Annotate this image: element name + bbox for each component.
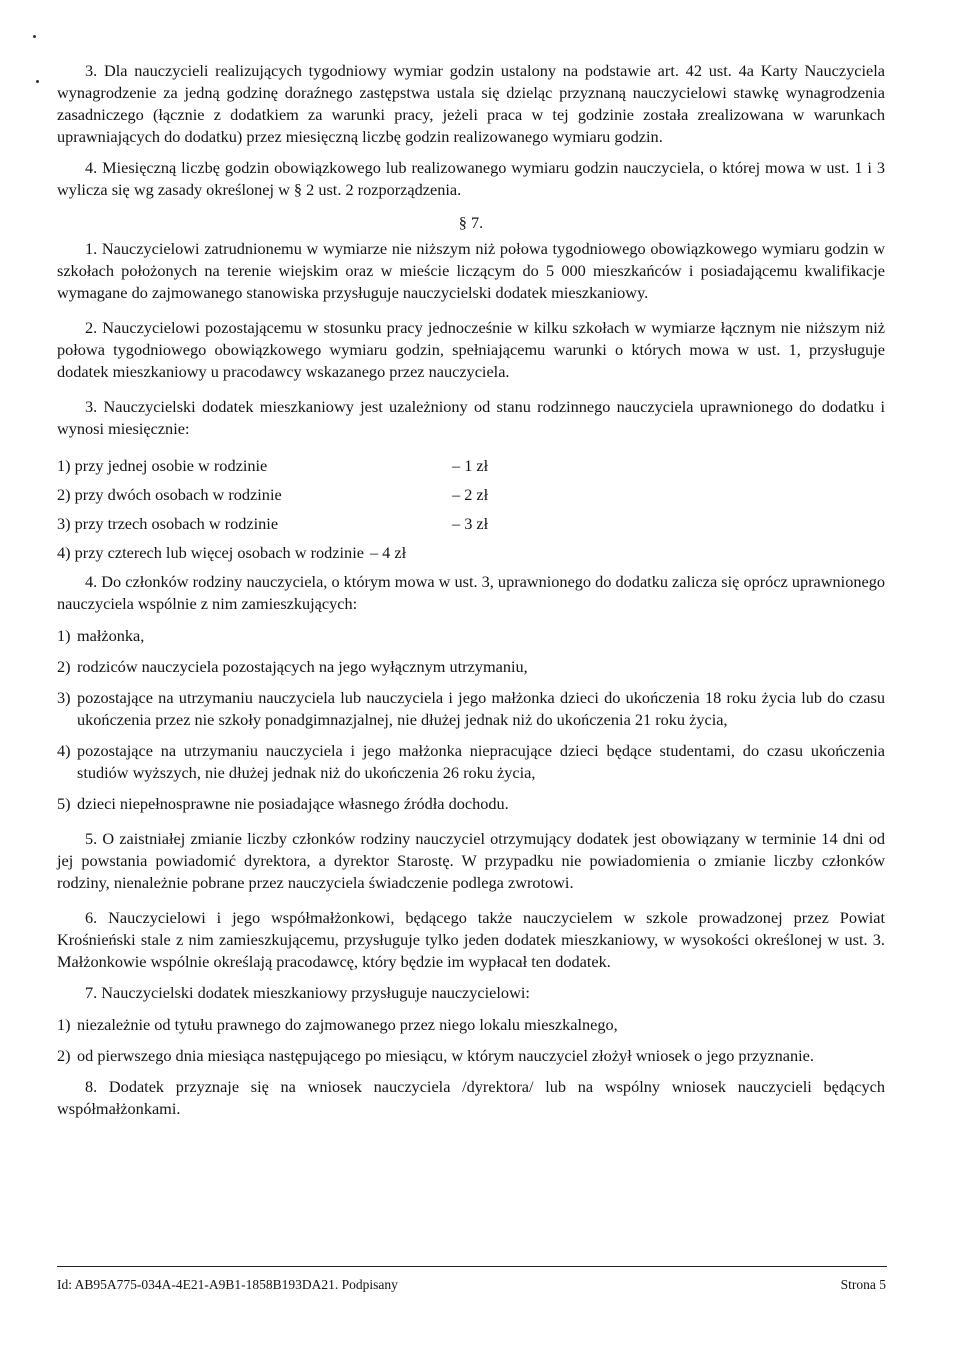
section-paragraph-3: 3. Nauczycielski dodatek mieszkaniowy jest uzależniony od stanu rodzinnego nauczyciela uprawnionego do dodatku i wynosi miesięcznie: — [57, 397, 885, 438]
rate-row — [57, 542, 885, 564]
list-number: 2) — [57, 657, 71, 676]
rate-row — [57, 484, 885, 506]
rate-value: – 3 zł — [452, 514, 489, 533]
list-item — [57, 687, 885, 731]
list-text: pozostające na utrzymaniu nauczyciela i jego małżonka niepracujące dzieci będące studentami, do czasu ukończenia studiów wyższych, nie dłużej jednak niż do ukończenia 26 roku życia, — [77, 741, 885, 782]
list-number: 5) — [57, 794, 71, 813]
rate-value: – 2 zł — [452, 485, 489, 504]
list-number: 2) — [57, 1046, 71, 1065]
rate-row — [57, 455, 885, 477]
scan-mark-side — [36, 80, 39, 83]
rate-label: 3) przy trzech osobach w rodzinie — [57, 514, 279, 533]
list-text: dzieci niepełnosprawne nie posiadające własnego źródła dochodu. — [77, 794, 509, 813]
list-item — [57, 793, 885, 815]
list-text: pozostające na utrzymaniu nauczyciela lub nauczyciela i jego małżonka dzieci do ukończenia 18 roku życia lub do czasu ukończenia przez nie szkoły ponadgimnazjalnej, nie dłużej jednak niż do ukończenia 21 roku życia, — [77, 688, 885, 729]
section-paragraph-8: 8. Dodatek przyznaje się na wniosek nauczyciela /dyrektora/ lub na wspólny wniosek nauczycieli będących współmałżonkami. — [57, 1077, 885, 1118]
section-heading: § 7. — [458, 213, 484, 232]
list-text: od pierwszego dnia miesiąca następującego po miesiącu, w którym nauczyciel złożył wniosek o jego przyznanie. — [77, 1046, 814, 1065]
list-item — [57, 1045, 885, 1067]
section-paragraph-7: 7. Nauczycielski dodatek mieszkaniowy przysługuje nauczycielowi: — [85, 983, 530, 1002]
scan-mark-top — [33, 35, 36, 38]
list-number: 3) — [57, 688, 71, 707]
list-text: małżonka, — [77, 626, 145, 645]
footer-divider — [57, 1266, 887, 1267]
list-number: 4) — [57, 741, 71, 760]
rate-row — [57, 513, 885, 535]
document-id: Id: AB95A775-034A-4E21-A9B1-1858B193DA21. Podpisany — [57, 1277, 398, 1292]
section-paragraph-1: 1. Nauczycielowi zatrudnionemu w wymiarze nie niższym niż połowa tygodniowego obowiązkowego wymiaru godzin w szkołach położonych na terenie wiejskim oraz w mieście liczącym do 5 000 mieszkańców i posiadającemu kwalifikacje wymagane do zajmowanego stanowiska przysługuje nauczycielski dodatek mieszkaniowy. — [57, 239, 885, 302]
rates-list — [57, 455, 885, 564]
section-paragraph-4: 4. Do członków rodziny nauczyciela, o którym mowa w ust. 3, uprawnionego do dodatku zalicza się oprócz uprawnionego nauczyciela wspólnie z nim zamieszkujących: — [57, 572, 885, 613]
section-paragraph-2: 2. Nauczycielowi pozostającemu w stosunku pracy jednocześnie w kilku szkołach w wymiarze łącznym nie niższym niż połowa tygodniowego obowiązkowego wymiaru godzin, spełniającemu warunki o których mowa w ust. 1, przysługuje dodatek mieszkaniowy u pracodawcy wskazanego przez nauczyciela. — [57, 318, 885, 381]
rate-value: – 4 zł — [369, 543, 407, 562]
rate-label: 4) przy czterech lub więcej osobach w rodzinie — [57, 543, 364, 562]
page-number: Strona 5 — [840, 1277, 886, 1292]
paragraph-3: 3. Dla nauczycieli realizujących tygodniowy wymiar godzin ustalony na podstawie art. 42 ust. 4a Karty Nauczyciela wynagrodzenie za jedną godzinę doraźnego zastępstwa ustala się dzieląc przyznaną nauczycielowi stawkę wynagrodzenia zasadniczego (łącznie z dodatkiem za warunki pracy, jeżeli praca w tej godzinie została zrealizowana w warunkach uprawniających do dodatku) przez miesięczną liczbę godzin realizowanego wymiaru godzin. — [57, 61, 885, 146]
rate-label: 1) przy jednej osobie w rodzinie — [57, 456, 268, 475]
list-item — [57, 656, 885, 678]
list-item — [57, 740, 885, 784]
paragraph-4: 4. Miesięczną liczbę godzin obowiązkowego lub realizowanego wymiaru godzin nauczyciela, o której mowa w ust. 1 i 3 wylicza się wg zasady określonej w § 2 ust. 2 rozporządzenia. — [57, 158, 885, 199]
list-number: 1) — [57, 626, 71, 645]
list-text: rodziców nauczyciela pozostających na jego wyłącznym utrzymaniu, — [77, 657, 528, 676]
list-item — [57, 625, 885, 647]
family-members-list — [57, 625, 885, 815]
list-text: niezależnie od tytułu prawnego do zajmowanego przez niego lokalu mieszkalnego, — [77, 1015, 618, 1034]
list-number: 1) — [57, 1015, 71, 1034]
document-page — [57, 60, 885, 1120]
section-paragraph-5: 5. O zaistniałej zmianie liczby członków rodziny nauczyciel otrzymujący dodatek jest obowiązany w terminie 14 dni od jej powstania powiadomić dyrektora, a dyrektor Starostę. W przypadku nie powiadomienia o zmianie liczby członków rodziny, nienależnie pobrane przez nauczyciela świadczenie podlega zwrotowi. — [57, 829, 885, 892]
entitlement-list — [57, 1014, 885, 1067]
list-item — [57, 1014, 885, 1036]
rate-value: – 1 zł — [452, 456, 489, 475]
section-paragraph-6: 6. Nauczycielowi i jego współmałżonkowi, będącego także nauczycielem w szkole prowadzonej przez Powiat Krośnieński stale z nim zamieszkującemu, przysługuje tylko jeden dodatek mieszkaniowy, w wysokości określonej w ust. 3. Małżonkowie wspólnie określają pracodawcę, który będzie im wypłacał ten dodatek. — [57, 908, 885, 971]
rate-label: 2) przy dwóch osobach w rodzinie — [57, 485, 282, 504]
